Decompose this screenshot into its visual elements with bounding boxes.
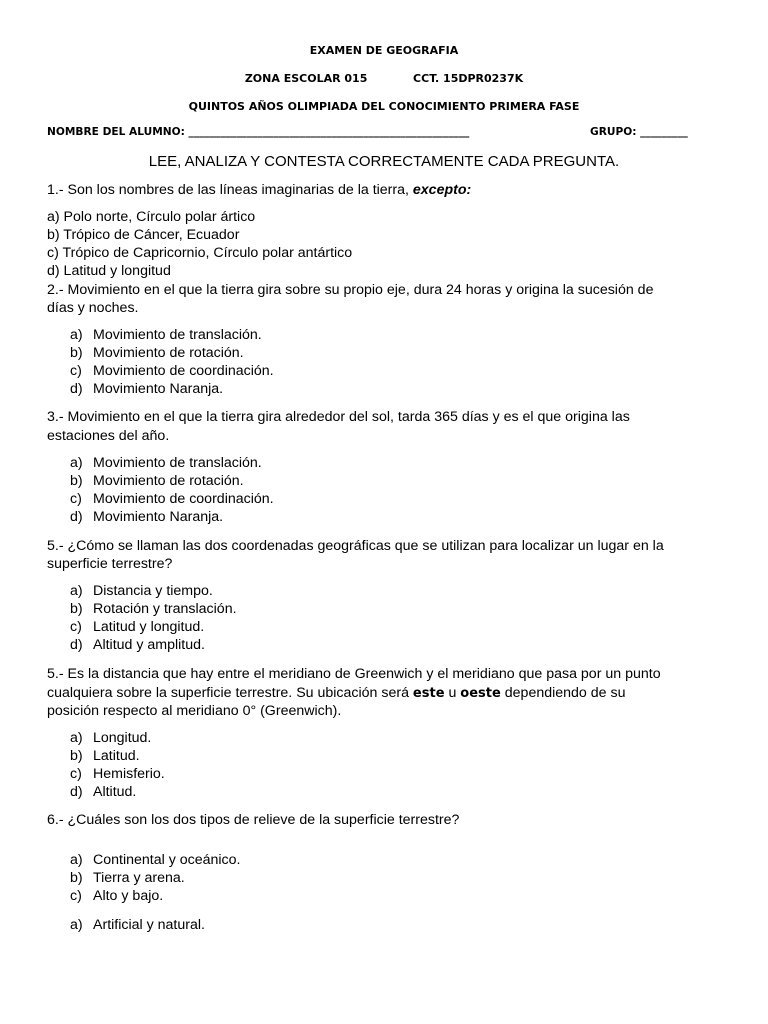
school-info	[0, 72, 768, 85]
q3-option-b: b) Movimiento de rotación.	[70, 473, 244, 489]
question-5-line-1: 5.- Es la distancia que hay entre el meridiano de Greenwich y el meridiano que pasa por un punto	[47, 666, 661, 682]
q4-option-a: a) Distancia y tiempo.	[70, 583, 213, 599]
oeste-word: oeste	[460, 686, 501, 701]
group-field: GRUPO: _________	[590, 126, 688, 138]
zona-label: ZONA ESCOLAR 015	[244, 72, 368, 85]
student-info-row	[47, 126, 707, 138]
este-word: este	[412, 686, 445, 701]
question-4-line-2: superficie terrestre?	[47, 556, 173, 572]
q1-option-a: a) Polo norte, Círculo polar ártico	[47, 209, 256, 225]
question-5-line-2: cualquiera sobre la superficie terrestre. Su ubicación será este u oeste dependiendo de su	[47, 685, 626, 701]
question-3-line-1: 3.- Movimiento en el que la tierra gira alrededor del sol, tarda 365 días y es el que origina las	[47, 409, 630, 425]
q4-option-d: d) Altitud y amplitud.	[70, 637, 205, 653]
exam-subtitle: QUINTOS AÑOS OLIMPIADA DEL CONOCIMIENTO PRIMERA FASE	[188, 100, 580, 113]
q1-option-d: d) Latitud y longitud	[47, 263, 171, 279]
q6-option-a: a) Continental y oceánico.	[70, 852, 241, 868]
cct-label: CCT. 15DPR0237K	[413, 72, 524, 85]
q5-option-c: c) Hemisferio.	[70, 766, 165, 782]
question-2-line-1: 2.- Movimiento en el que la tierra gira sobre su propio eje, dura 24 horas y origina la sucesión de	[47, 282, 654, 298]
q2-option-d: d) Movimiento Naranja.	[70, 381, 224, 397]
question-4-line-1: 5.- ¿Cómo se llaman las dos coordenadas geográficas que se utilizan para localizar un lugar en la	[47, 538, 664, 554]
question-1: 1.- Son los nombres de las líneas imaginarias de la tierra, excepto:	[47, 182, 472, 198]
q5-option-b: b) Latitud.	[70, 748, 140, 764]
q2-option-b: b) Movimiento de rotación.	[70, 345, 244, 361]
q3-option-d: d) Movimiento Naranja.	[70, 509, 224, 525]
q6-option-c: c) Alto y bajo.	[70, 888, 164, 904]
question-1-emphasis: excepto:	[412, 182, 472, 198]
question-3-line-2: estaciones del año.	[47, 428, 170, 444]
q1-option-b: b) Trópico de Cáncer, Ecuador	[47, 227, 240, 243]
question-2-line-2: días y noches.	[47, 300, 139, 316]
q5-option-a: a) Longitud.	[70, 730, 152, 746]
q6-option-extra: a) Artificial y natural.	[70, 917, 205, 933]
exam-title: EXAMEN DE GEOGRAFIA	[309, 44, 459, 57]
q4-option-c: c) Latitud y longitud.	[70, 619, 205, 635]
q1-option-c: c) Trópico de Capricornio, Círculo polar antártico	[47, 245, 353, 261]
q5-option-d: d) Altitud.	[70, 784, 137, 800]
q3-option-a: a) Movimiento de translación.	[70, 455, 262, 471]
student-name-field: NOMBRE DEL ALUMNO: _____________________________________________________	[47, 126, 470, 138]
q2-option-c: c) Movimiento de coordinación.	[70, 363, 274, 379]
instructions: LEE, ANALIZA Y CONTESTA CORRECTAMENTE CADA PREGUNTA.	[148, 153, 620, 170]
q4-option-b: b) Rotación y translación.	[70, 601, 237, 617]
q3-option-c: c) Movimiento de coordinación.	[70, 491, 274, 507]
question-6: 6.- ¿Cuáles son los dos tipos de relieve de la superficie terrestre?	[47, 812, 460, 828]
q6-option-b: b) Tierra y arena.	[70, 870, 185, 886]
question-5-line-3: posición respecto al meridiano 0° (Greenwich).	[47, 703, 342, 719]
q2-option-a: a) Movimiento de translación.	[70, 327, 262, 343]
